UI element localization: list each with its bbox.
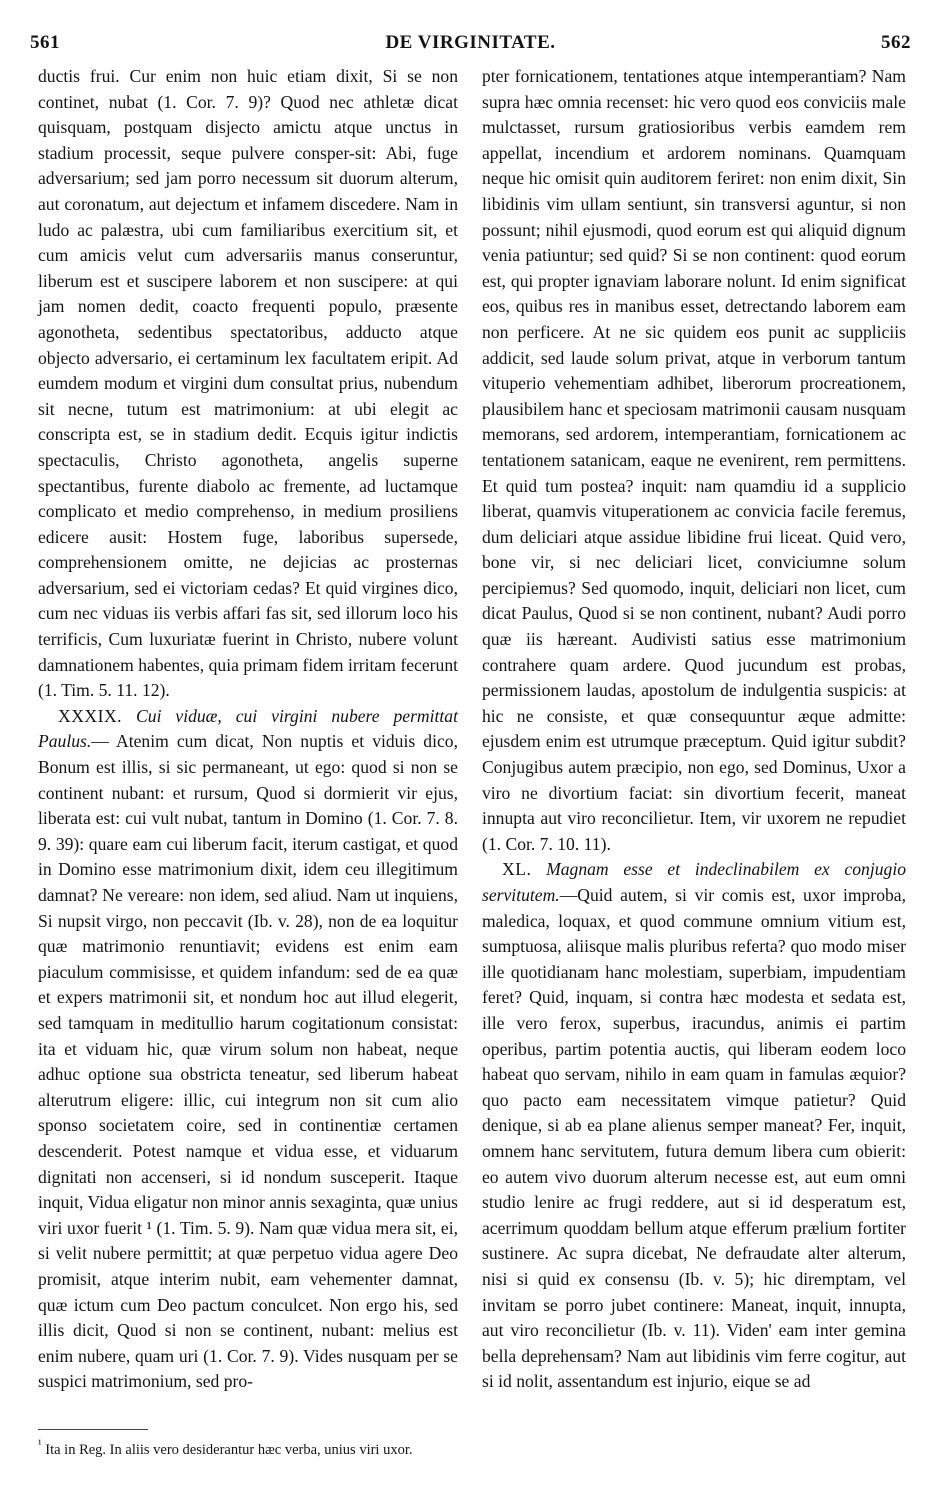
- page-number-right: 562: [881, 32, 911, 53]
- paragraph: pter fornicationem, tentationes atque intemperantiam? Nam supra hæc omnia recenset: hic vero quod eos conviciis male mulctasset, rursum gratiosioribus verbis eamdem rem appellat, incendium et ardorem nominans. Quamquam neque hic omisit quin auditorem feriret: non enim dixit, Sin libidinis vim ullam sentiunt, sin transversi aguntur, si non possunt; nihil ejusmodi, quod eorum est qui aliquid dignum venia patiuntur; sed quid? Si se non continent: quod eorum est, qui propter ignaviam laborare nolunt. Id enim significat eos, quibus res in manibus esset, detrectando laborem eam non perficere. At ne sic quidem eos punit ac suppliciis addicit, sed laude solum privat, atque in verborum tantum vituperio vehementiam adhibet, liberorum procreationem, plausibilem hanc et speciosam matrimonii causam nusquam memorans, sed ardorem, intemperantiam, fornicationem ac tentationem satanicam, eaque ne evenirent, rem permittens. Et quid tum postea? inquit: nam quamdiu id a supplicio liberat, quamvis vituperationem ac convicia facile feremus, dum deliciari atque assidue libidine frui liceat. Quid vero, bone vir, si nec deliciari licet, conviciumne solum percipiemus? Sed quomodo, inquit, deliciari non licet, cum dicat Paulus, Quod si se non continent, nubant? Audi porro quæ iis hæreant. Audivisti satius esse matrimonium contrahere quam ardere. Quod jucundum est probas, permissionem laudas, apostolum de indulgentia suspicis: at hic ne consiste, et quæ consequuntur æque admitte: ejusdem enim est utrumque præceptum. Quid igitur subdit? Conjugibus autem præcipio, non ego, sed Dominus, Uxor a viro ne divortium faciat: sin divortium fecerit, maneat innupta aut viro reconcilietur. Item, vir uxorem ne repudiet (1. Cor. 7. 10. 11).: [482, 66, 906, 854]
- footnote: [38, 1435, 458, 1460]
- section-paragraph: [482, 857, 906, 1394]
- left-column: [38, 64, 458, 1395]
- section-paragraph: [38, 704, 458, 1395]
- section-number: XXXIX.: [58, 705, 123, 726]
- section-body: —Quid autem, si vir comis est, uxor improba, maledica, loquax, et quod commune omnium vitium est, sumptuosa, aliisque malis pluribus referta? quo modo miser ille quotidianam hanc molestiam, superbiam, impudentiam feret? Quid, inquam, si contra hæc modesta et sedata est, ille vero ferox, superbus, iracundus, animis ei partim operibus, partim potentia auctis, qui liberam eodem loco habeat quo servam, nihilo in eam quam in famulas æquior? quo pacto eam necessitatem vimque patietur? Quid denique, si ab ea plane alienus semper maneat? Fer, inquit, omnem hanc servitutem, futura demum libera cum obierit: eo autem vivo duorum alterum necesse est, aut eum omni studio lenire ac frugi reddere, aut si id desperatum est, acerrimum quoddam bellum atque efferum prælium fortiter sustinere. Ac supra dicebat, Ne defraudate alter alterum, nisi si quid ex consensu (Ib. v. 5); hic diremptam, vel invitam se porro jubet continere: Maneat, inquit, innupta, aut viro reconcilietur (Ib. v. 11). Viden' eam inter gemina bella deprehensam? Nam aut libidinis vim ferre cogitur, aut si id nolit, assentandum est injurio, eique se ad: [482, 885, 906, 1392]
- page-number-left: 561: [30, 32, 60, 53]
- section-title: Cui viduæ, cui virgini nubere permittat Paulus.: [38, 705, 458, 752]
- footnote-text: Ita in Reg. In aliis vero desiderantur hæc verba, unius viri uxor.: [45, 1441, 413, 1458]
- section-body: — Atenim cum dicat, Non nuptis et viduis dico, Bonum est illis, si sic permaneant, ut ego: quod si non se continent nubant: et rursum, Quod si dormierit vir ejus, liberata est: cui vult nubat, tantum in Domino (1. Cor. 7. 8. 9. 39): quare eam cui liberum facit, iterum castigat, et quod in Domino esse matrimonium dixit, idem ceu illegitimum damnat? Ne vereare: non idem, sed aliud. Nam ut inquiens, Si nupsit virgo, non peccavit (Ib. v. 28), non de ea loquitur quæ matrimonio renuntiavit; evidens est enim eam piaculum commisisse, et quidem infandum: sed de ea quæ et expers matrimonii sit, et nondum hoc aut illud elegerit, sed tamquam in meditullio harum cogitationum consistat: ita et viduam hic, quæ virum solum non habeat, neque adhuc optione sua obstricta teneatur, sed liberum habeat alterutrum eligere: illic, cui integrum non sit cum alio sponso societatem coire, sed in continentiæ certamen descenderit. Potest namque et vidua esse, et viduarum dignitati non accenseri, si id nondum susceperit. Itaque inquit, Vidua eligatur non minor annis sexaginta, quæ unius viri uxor fuerit ¹ (1. Tim. 5. 9). Nam quæ vidua mera sit, ei, si velit nubere permittit; at quæ perpetuo vidua agere Deo promisit, atque interim nubit, eam vehementer damnat, quæ ictum cum Deo pactum conculcet. Non ergo his, sed illis dicit, Quod si non se continent, nubant: melius est enim nubere, quam uri (1. Cor. 7. 9). Vides nusquam per se suspici matrimonium, sed pro-: [38, 731, 458, 1392]
- paragraph: ductis frui. Cur enim non huic etiam dixit, Si se non continet, nubat (1. Cor. 7. 9)? Quod nec athletæ dicat quisquam, postquam disjecto amictu atque unctus in stadium processit, seque pulvere consper-sit: Abi, fuge adversarium; sed jam porro necessum sit duorum alterum, aut coronatum, aut dejectum et infamem discedere. Nam in ludo ac palæstra, ubi cum familiaribus exercitium sit, et cum amicis velut cum adversariis manus conseruntur, liberum est et suscipere laborem et non suscipere: at qui jam nomen dedit, coacto frequenti populo, præsente agonotheta, sedentibus spectatoribus, adducto atque objecto adversario, ei certaminum lex facultatem eripit. Ad eumdem modum et virgini dum consultat prius, nubendum sit necne, tutum est matrimonium: at ubi elegit ac conscripta est, se in stadium dedit. Ecquis igitur indictis spectaculis, Christo agonotheta, angelis superne spectantibus, furente diabolo ac fremente, ad luctamque complicato et medio comprehenso, in medium prosiliens edicere ausit: Hostem fuge, laboribus supersede, comprehensionem omitte, ne dejicias ac prosternas adversarium, sed ei victoriam cedas? Et quid virgines dico, cum nec viduas iis verbis affari fas sit, sed illorum loco his terrificis, Cum luxuriatæ fuerint in Christo, nubere volunt damnationem habentes, quia primam fidem irritam fecerunt (1. Tim. 5. 11. 12).: [38, 66, 458, 701]
- right-column: [482, 64, 906, 1395]
- running-header: [30, 32, 911, 58]
- section-number: XL.: [502, 859, 532, 880]
- section-title: Magnam esse et indeclinabilem ex conjugio servitutem.: [482, 859, 907, 905]
- page-title: DE VIRGINITATE.: [385, 32, 556, 53]
- footnote-mark: ¹: [38, 1437, 42, 1451]
- footnote-divider: [38, 1429, 148, 1430]
